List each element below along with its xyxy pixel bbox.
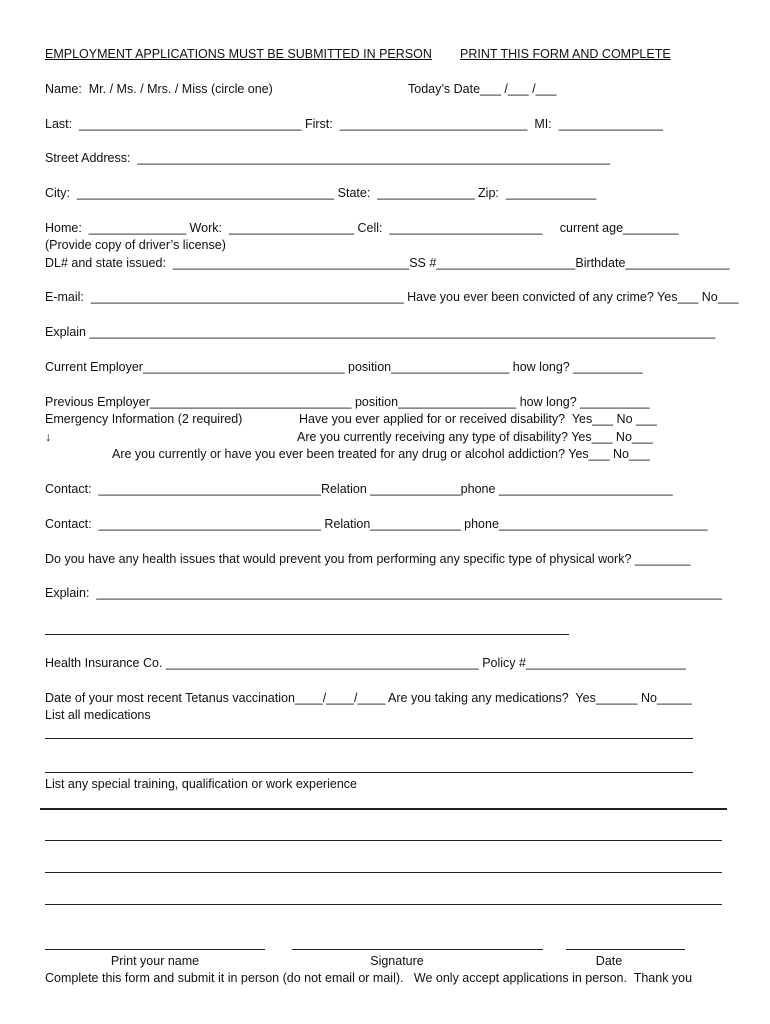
email-conviction-fields[interactable]: E-mail: _____________________________________________ Have you ever been convicted of any crime? Yes___ No___: [45, 290, 739, 304]
emergency-contact-1[interactable]: Contact: ________________________________Relation _____________phone _________________________: [45, 482, 673, 496]
print-name-line[interactable]: [45, 949, 265, 950]
current-employer-fields[interactable]: Current Employer_____________________________ position_________________ how long? __________: [45, 360, 643, 374]
todays-date-field[interactable]: Today’s Date___ /___ /___: [408, 82, 557, 96]
header-in-person-notice: EMPLOYMENT APPLICATIONS MUST BE SUBMITTED IN PERSON: [45, 47, 432, 61]
health-explain-line[interactable]: [45, 634, 569, 635]
footer-note: Complete this form and submit it in person (do not email or mail). We only accept applications in person. Thank you: [45, 971, 693, 985]
header-print-instruction: PRINT THIS FORM AND COMPLETE: [460, 47, 671, 61]
previous-employer-fields[interactable]: Previous Employer_____________________________ position_________________ how long? __________: [45, 395, 650, 409]
license-copy-note: (Provide copy of driver’s license): [45, 238, 226, 252]
health-issues-question[interactable]: Do you have any health issues that would prevent you from performing any specific type of physical work? ________: [45, 552, 691, 566]
disability-receiving-question[interactable]: Are you currently receiving any type of disability? Yes___ No___: [297, 430, 653, 444]
street-address-field[interactable]: Street Address: ____________________________________________________________________: [45, 151, 611, 165]
license-ss-birthdate-fields[interactable]: DL# and state issued: __________________________________SS #____________________Birthdate_______________: [45, 256, 730, 270]
training-label: List any special training, qualification or work experience: [45, 777, 357, 791]
signature-line[interactable]: [292, 949, 543, 950]
phone-fields[interactable]: Home: ______________ Work: __________________ Cell: ______________________ current age________: [45, 221, 679, 235]
name-field[interactable]: Name: Mr. / Ms. / Mrs. / Miss (circle one): [45, 82, 273, 96]
down-arrow-icon: ↓: [45, 430, 52, 444]
medications-line-2[interactable]: [45, 772, 693, 773]
city-state-zip-fields[interactable]: City: _____________________________________ State: ______________ Zip: _____________: [45, 186, 597, 200]
training-line-3[interactable]: [45, 872, 722, 873]
emergency-contact-2[interactable]: Contact: ________________________________ Relation_____________ phone______________________________: [45, 517, 708, 531]
medications-line-1[interactable]: [45, 738, 693, 739]
emergency-info-label: Emergency Information (2 required): [45, 412, 243, 426]
disability-applied-question[interactable]: Have you ever applied for or received disability? Yes___ No ___: [299, 412, 657, 426]
drug-treatment-question[interactable]: Are you currently or have you ever been treated for any drug or alcohol addiction? Yes___ No___: [112, 447, 650, 461]
print-name-label: Print your name: [110, 954, 200, 968]
medications-label: List all medications: [45, 708, 151, 722]
health-insurance-fields[interactable]: Health Insurance Co. _____________________________________________ Policy #_______________________: [45, 656, 686, 670]
conviction-explain-field[interactable]: Explain __________________________________________________________________________________________: [45, 325, 716, 339]
date-line[interactable]: [566, 949, 685, 950]
full-name-fields[interactable]: Last: ________________________________ First: ___________________________ MI: _______________: [45, 117, 663, 131]
training-line-4[interactable]: [45, 904, 722, 905]
signature-label: Signature: [370, 954, 424, 968]
training-line-1[interactable]: [40, 808, 727, 810]
tetanus-medication-fields[interactable]: Date of your most recent Tetanus vaccination____/____/____ Are you taking any medications? Yes______ No_____: [45, 691, 692, 705]
date-label: Date: [595, 954, 623, 968]
health-explain-field[interactable]: Explain: __________________________________________________________________________________________: [45, 586, 723, 600]
training-line-2[interactable]: [45, 840, 722, 841]
